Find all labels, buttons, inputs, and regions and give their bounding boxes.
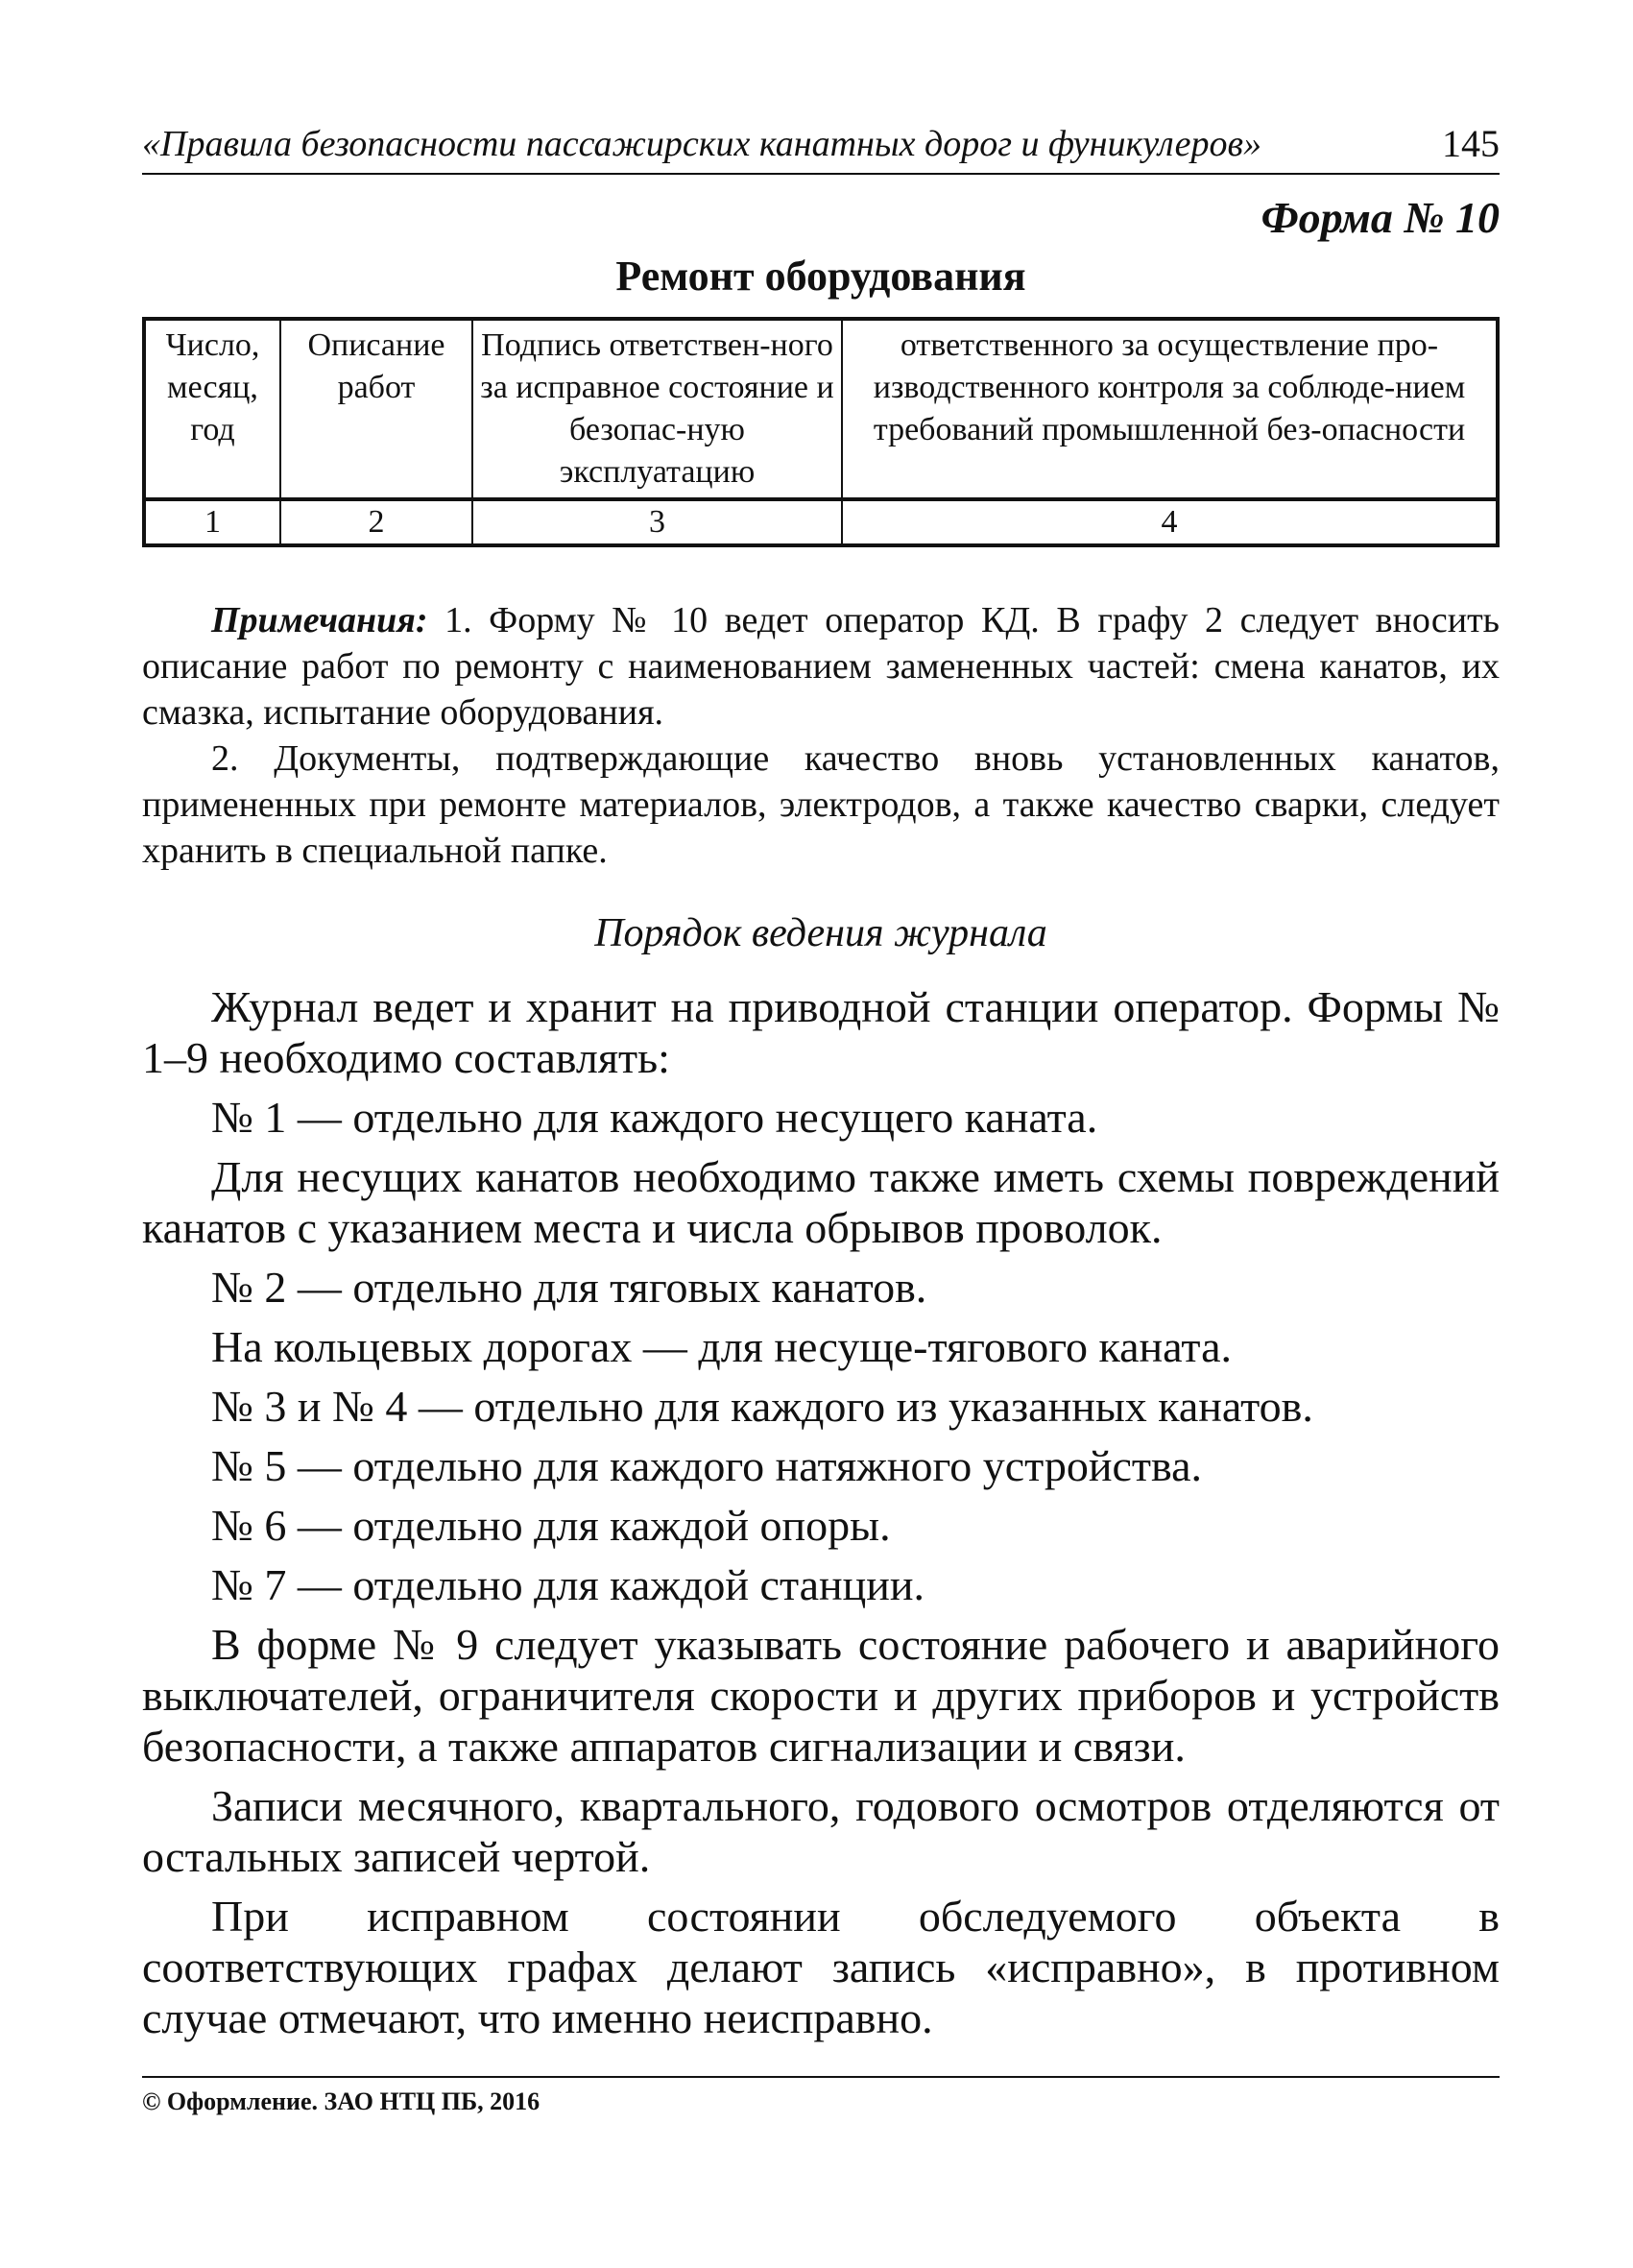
footer-rule — [142, 2076, 1500, 2078]
paragraph: В форме № 9 следует указывать состояние рабочего и аварийного выключателей, ограничителя скорости и других приборов и устройств безопасности, а также аппаратов сигнализации и связи. — [142, 1620, 1500, 1771]
page-number: 145 — [1442, 122, 1500, 165]
paragraph: Для несущих канатов необходимо также иметь схемы повреждений канатов с указанием места и числа обрывов проволок. — [142, 1152, 1500, 1252]
table-number-row — [144, 499, 1498, 545]
column-header-date: Число, месяц, год — [144, 319, 280, 499]
paragraph: Журнал ведет и хранит на приводной станции оператор. Формы № 1–9 необходимо составлять: — [142, 982, 1500, 1082]
footer-copyright: © Оформление. ЗАО НТЦ ПБ, 2016 — [142, 2087, 540, 2115]
note-1 — [142, 597, 1500, 736]
paragraph: № 7 — отдельно для каждой станции. — [211, 1560, 925, 1609]
column-header-production-control: ответственного за осуществление про-изводственного контроля за соблюде-нием требований промышленной без-опасности — [842, 319, 1498, 499]
paragraph: № 5 — отдельно для каждого натяжного устройства. — [211, 1441, 1203, 1490]
paragraph: При исправном состоянии обследуемого объекта в соответствующих графах делают запись «исправно», в противном случае отмечают, что именно неисправно. — [142, 1892, 1500, 2042]
notes-label: Примечания: — [211, 600, 428, 640]
notes-block — [142, 597, 1500, 874]
header-rule — [142, 173, 1500, 175]
table-title: Ремонт оборудования — [615, 253, 1026, 300]
column-number: 3 — [472, 499, 842, 545]
column-number: 4 — [842, 499, 1498, 545]
running-header — [142, 121, 1500, 167]
column-number: 1 — [144, 499, 280, 545]
paragraph: № 3 и № 4 — отдельно для каждого из указанных канатов. — [211, 1382, 1313, 1431]
section-title: Порядок ведения журнала — [594, 911, 1047, 955]
paragraph: На кольцевых дорогах — для несуще-тягового каната. — [211, 1322, 1232, 1371]
table-header-row — [144, 319, 1498, 499]
paragraph: № 2 — отдельно для тяговых канатов. — [211, 1263, 927, 1312]
header-title: «Правила безопасности пассажирских канатных дорог и фуникулеров» — [142, 124, 1261, 164]
note-1-text: 1. Форму № 10 ведет оператор КД. В графу 2 следует вносить описание работ по ремонту с наименованием замененных частей: смена канатов, их смазка, испытание оборудования. — [142, 600, 1501, 733]
repair-form-table — [142, 317, 1500, 547]
form-label: Форма № 10 — [1261, 193, 1500, 242]
paragraph: № 6 — отдельно для каждой опоры. — [211, 1501, 891, 1550]
column-header-signature-responsible: Подпись ответствен-ного за исправное состояние и безопас-ную эксплуатацию — [472, 319, 842, 499]
paragraph: Записи месячного, квартального, годового осмотров отделяются от остальных записей чертой. — [142, 1781, 1500, 1881]
paragraph: № 1 — отдельно для каждого несущего каната. — [211, 1093, 1098, 1142]
note-2: 2. Документы, подтверждающие качество вновь установленных канатов, примененных при ремонте материалов, электродов, а также качество сварки, следует хранить в специальной папке. — [142, 738, 1500, 871]
column-number: 2 — [280, 499, 472, 545]
column-header-work-description: Описание работ — [280, 319, 472, 499]
section-body — [142, 981, 1500, 2052]
